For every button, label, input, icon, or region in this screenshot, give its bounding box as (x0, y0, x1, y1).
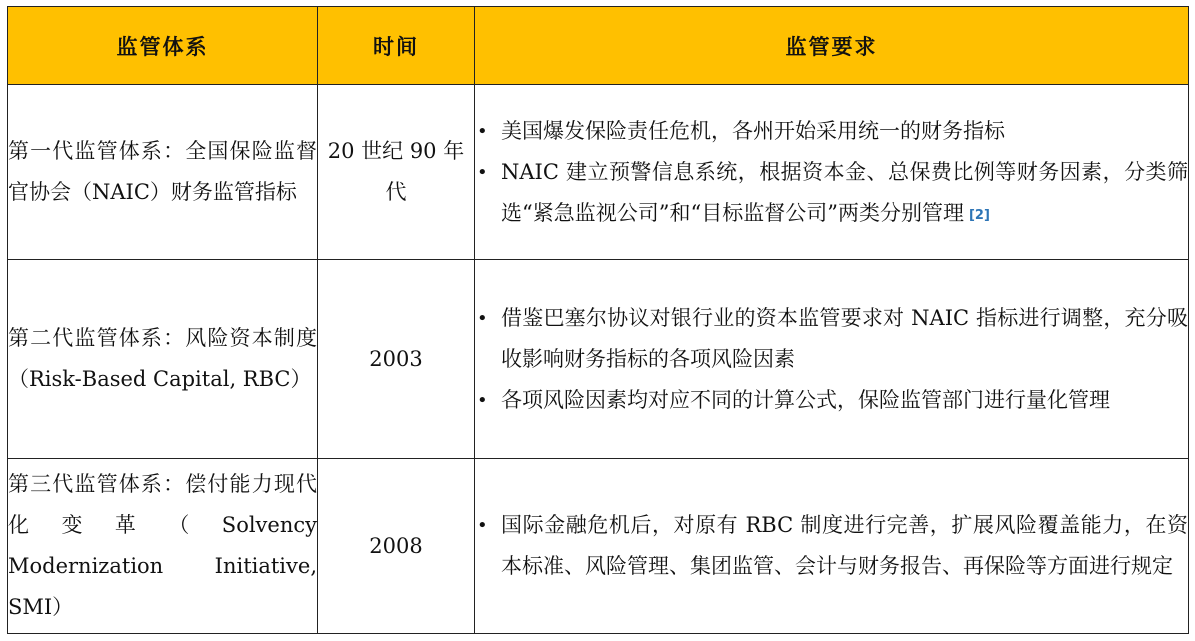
bullet-icon: • (477, 389, 488, 411)
list-item (475, 505, 1188, 587)
list-item (475, 152, 1188, 236)
table-row (8, 260, 1189, 459)
time-text: 2008 (369, 533, 423, 558)
requirements-list (475, 505, 1188, 587)
requirements-list (475, 298, 1188, 421)
citation-link[interactable]: [2] (968, 207, 990, 223)
bullet-icon: • (477, 307, 488, 329)
system-cell: 第一代监管体系：全国保险监督官协会（NAIC）财务监管指标 (8, 85, 318, 260)
requirements-cell (475, 260, 1189, 459)
time-cell (318, 459, 475, 634)
bullet-icon: • (477, 120, 488, 142)
requirement-text: 各项风险因素均对应不同的计算公式，保险监管部门进行量化管理 (501, 387, 1110, 412)
time-cell (318, 260, 475, 459)
list-item (475, 111, 1188, 152)
requirement-text: 国际金融危机后，对原有 RBC 制度进行完善，扩展风险覆盖能力，在资本标准、风险管理、集团监管、会计与财务报告、再保险等方面进行规定 (501, 513, 1188, 578)
time-cell (318, 85, 475, 260)
header-time: 时间 (318, 7, 475, 85)
header-row (8, 7, 1189, 85)
requirements-cell (475, 85, 1189, 260)
header-system: 监管体系 (8, 7, 318, 85)
requirement-text: NAIC 建立预警信息系统，根据资本金、总保费比例等财务因素，分类筛选“紧急监视公司”和“目标监督公司”两类分别管理 (501, 159, 1188, 225)
system-cell: 第二代监管体系：风险资本制度（Risk-Based Capital, RBC） (8, 260, 318, 459)
system-cell: 第三代监管体系：偿付能力现代化变革（Solvency Modernization Initiative, SMI） (8, 459, 318, 634)
header-requirements: 监管要求 (475, 7, 1189, 85)
requirements-cell (475, 459, 1189, 634)
list-item (475, 380, 1188, 421)
bullet-icon: • (477, 515, 488, 536)
requirement-text: 美国爆发保险责任危机，各州开始采用统一的财务指标 (501, 118, 1005, 143)
table-row (8, 85, 1189, 260)
bullet-icon: • (477, 161, 488, 183)
time-text: 20 世纪 90 年代 (327, 139, 465, 204)
list-item (475, 298, 1188, 380)
time-text: 2003 (369, 346, 423, 371)
requirement-text: 借鉴巴塞尔协议对银行业的资本监管要求对 NAIC 指标进行调整，充分吸收影响财务指标的各项风险因素 (501, 305, 1188, 371)
requirements-list (475, 109, 1188, 236)
table-row (8, 459, 1189, 634)
regulation-table (7, 6, 1189, 634)
